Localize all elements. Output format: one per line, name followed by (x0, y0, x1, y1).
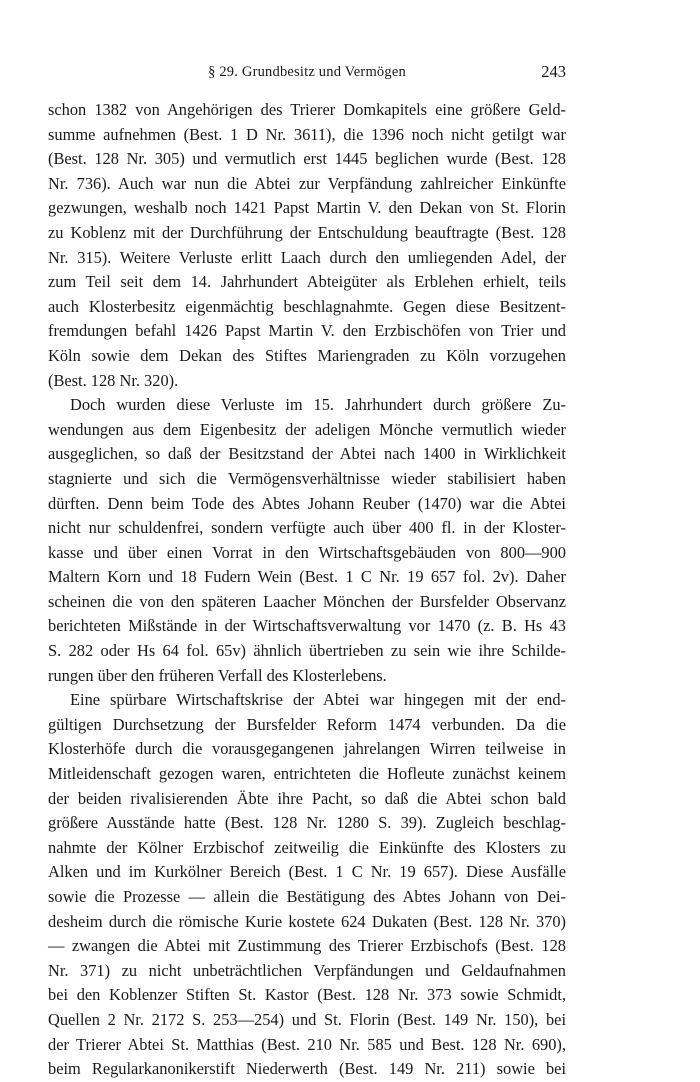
text-line: rungen über den früheren Verfall des Klosterlebens. (48, 665, 387, 685)
text-line: Eine spürbare Wirtschaftskrise der Abtei war hingegen mit der end- (70, 690, 566, 710)
text-line: fremdungen befahl 1426 Papst Martin V. den Erzbischöfen von Trier und (48, 321, 566, 341)
text-line: der Trierer Abtei St. Matthias (Best. 210 Nr. 585 und Best. 128 Nr. 690), (48, 1034, 566, 1054)
text-line: Köln sowie dem Dekan des Stiftes Mariengraden zu Köln vorzugehen (48, 345, 566, 365)
text-line: dürften. Denn beim Tode des Abtes Johann Reuber (1470) war die Abtei (48, 493, 566, 513)
text-line: nahmte der Kölner Erzbischof zeitweilig die Einkünfte des Klosters zu (48, 837, 566, 857)
text-line: ausgeglichen, so daß der Besitzstand der Abtei nach 1400 in Wirklichkeit (48, 444, 566, 464)
text-line: stagnierte und sich die Vermögensverhältnisse wieder stabilisiert haben (48, 468, 566, 488)
page-number: 243 (541, 62, 566, 81)
body-text (48, 98, 566, 1082)
running-head (48, 62, 566, 84)
text-line: Nr. 315). Weitere Verluste erlitt Laach durch den umliegenden Adel, der (48, 247, 566, 267)
text-line: zum Teil seit dem 14. Jahrhundert Abteigüter als Erblehen erhielt, teils (48, 272, 566, 292)
text-line: Alken und im Kurkölner Bereich (Best. 1 C Nr. 19 657). Diese Ausfälle (48, 862, 566, 882)
text-line: gezwungen, weshalb noch 1421 Papst Martin V. den Dekan von St. Florin (48, 198, 566, 218)
text-line: desheim durch die römische Kurie kostete 624 Dukaten (Best. 128 Nr. 370) (48, 911, 566, 931)
text-line: bei den Koblenzer Stiften St. Kastor (Best. 128 Nr. 373 sowie Schmidt, (48, 985, 566, 1005)
running-title: § 29. Grundbesitz und Vermögen (208, 64, 406, 80)
text-line: summe aufnehmen (Best. 1 D Nr. 3611), die 1396 noch nicht getilgt war (48, 124, 566, 144)
text-line: Klosterhöfe durch die vorausgegangenen jahrelangen Wirren teilweise in (48, 739, 566, 759)
text-line: (Best. 128 Nr. 305) und vermutlich erst 1445 beglichen wurde (Best. 128 (48, 149, 566, 169)
text-line: nicht nur schuldenfrei, sondern verfügte auch über 400 fl. in der Kloster- (48, 518, 566, 538)
text-line: Nr. 736). Auch war nun die Abtei zur Verpfändung zahlreicher Einkünfte (48, 173, 566, 193)
text-line: zu Koblenz mit der Durchführung der Entschuldung beauftragte (Best. 128 (48, 222, 566, 242)
text-line: schon 1382 von Angehörigen des Trierer Domkapitels eine größere Geld- (48, 100, 566, 119)
text-line: kasse und über einen Vorrat in den Wirtschaftsgebäuden von 800—900 (48, 542, 566, 562)
text-line: (Best. 128 Nr. 320). (48, 370, 179, 390)
text-line: berichteten Mißstände in der Wirtschaftsverwaltung vor 1470 (z. B. Hs 43 (48, 616, 566, 636)
text-line: größere Ausstände hatte (Best. 128 Nr. 1280 S. 39). Zugleich beschlag- (48, 813, 566, 833)
text-line: Maltern Korn und 18 Fudern Wein (Best. 1 C Nr. 19 657 fol. 2v). Daher (48, 567, 566, 587)
text-line: sowie die Prozesse — allein die Bestätigung des Abtes Johann von Dei- (48, 887, 566, 906)
text-line: Doch wurden diese Verluste im 15. Jahrhundert durch größere Zu- (70, 395, 566, 415)
text-line: beim Regularkanonikerstift Niederwerth (Best. 149 Nr. 211) sowie bei (48, 1059, 566, 1079)
text-line: Quellen 2 Nr. 2172 S. 253—254) und St. Florin (Best. 149 Nr. 150), bei (48, 1009, 566, 1029)
text-line: gültigen Durchsetzung der Bursfelder Reform 1474 verbunden. Da die (48, 714, 566, 734)
text-line: — zwangen die Abtei mit Zustimmung des Trierer Erzbischofs (Best. 128 (48, 936, 566, 956)
text-line: der beiden rivalisierenden Äbte ihre Pacht, so daß die Abtei schon bald (48, 788, 566, 808)
text-line: auch Klosterbesitz eigenmächtig beschlagnahmte. Gegen diese Besitzent- (48, 296, 566, 316)
text-line: Mitleidenschaft gezogen waren, entrichteten die Hofleute zunächst keinem (48, 764, 566, 784)
text-line: scheinen die von den späteren Laacher Mönchen der Bursfelder Observanz (48, 591, 566, 611)
text-line: wendungen aus dem Eigenbesitz der adeligen Mönche vermutlich wieder (48, 419, 566, 439)
text-line: S. 282 oder Hs 64 fol. 65v) ähnlich übertrieben zu sein wie ihre Schilde- (48, 641, 566, 661)
text-line: Nr. 371) zu nicht unbeträchtlichen Verpfändungen und Geldaufnahmen (48, 960, 566, 980)
